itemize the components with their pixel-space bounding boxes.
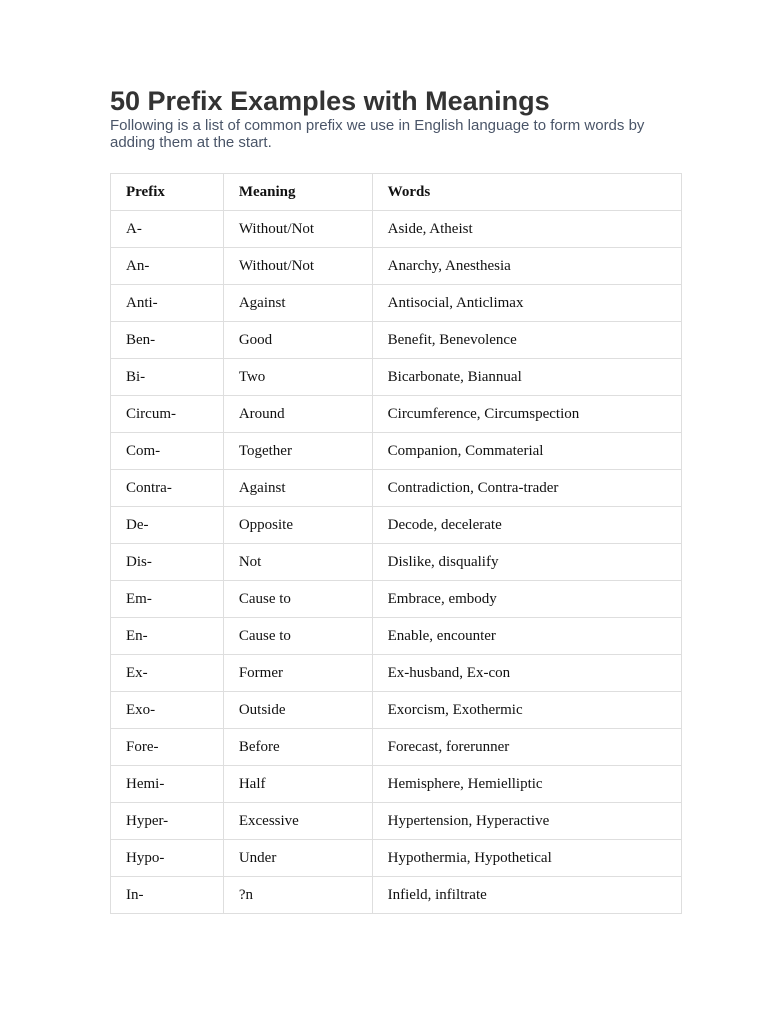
words-cell: Decode, decelerate: [372, 507, 681, 544]
meaning-cell: Opposite: [223, 507, 372, 544]
header-prefix: Prefix: [111, 174, 224, 211]
table-row: [111, 544, 682, 581]
table-row: [111, 803, 682, 840]
prefix-cell: Hyper-: [111, 803, 224, 840]
prefix-cell: Ex-: [111, 655, 224, 692]
table-row: [111, 285, 682, 322]
prefix-cell: Circum-: [111, 396, 224, 433]
meaning-cell: Half: [223, 766, 372, 803]
meaning-cell: Former: [223, 655, 372, 692]
words-cell: Circumference, Circumspection: [372, 396, 681, 433]
table-row: [111, 433, 682, 470]
meaning-cell: Good: [223, 322, 372, 359]
meaning-cell: Cause to: [223, 618, 372, 655]
words-cell: Antisocial, Anticlimax: [372, 285, 681, 322]
words-cell: Aside, Atheist: [372, 211, 681, 248]
prefix-cell: In-: [111, 877, 224, 914]
prefix-cell: Bi-: [111, 359, 224, 396]
page-title: 50 Prefix Examples with Meanings: [110, 86, 550, 116]
meaning-cell: Without/Not: [223, 211, 372, 248]
prefix-table: [110, 173, 682, 914]
table-body: [111, 211, 682, 914]
prefix-cell: Hemi-: [111, 766, 224, 803]
meaning-cell: Excessive: [223, 803, 372, 840]
words-cell: Bicarbonate, Biannual: [372, 359, 681, 396]
prefix-cell: Com-: [111, 433, 224, 470]
words-cell: Forecast, forerunner: [372, 729, 681, 766]
words-cell: Embrace, embody: [372, 581, 681, 618]
meaning-cell: Under: [223, 840, 372, 877]
prefix-cell: Exo-: [111, 692, 224, 729]
words-cell: Enable, encounter: [372, 618, 681, 655]
table-row: [111, 359, 682, 396]
table-row: [111, 729, 682, 766]
prefix-cell: En-: [111, 618, 224, 655]
prefix-cell: An-: [111, 248, 224, 285]
table-row: [111, 211, 682, 248]
words-cell: Companion, Commaterial: [372, 433, 681, 470]
meaning-cell: Against: [223, 470, 372, 507]
prefix-cell: Dis-: [111, 544, 224, 581]
words-cell: Infield, infiltrate: [372, 877, 681, 914]
table-row: [111, 507, 682, 544]
meaning-cell: Outside: [223, 692, 372, 729]
header-words: Words: [372, 174, 681, 211]
table-row: [111, 692, 682, 729]
table-header-row: [111, 174, 682, 211]
meaning-cell: Not: [223, 544, 372, 581]
table-row: [111, 840, 682, 877]
meaning-cell: Before: [223, 729, 372, 766]
prefix-cell: De-: [111, 507, 224, 544]
words-cell: Hypertension, Hyperactive: [372, 803, 681, 840]
table-row: [111, 655, 682, 692]
prefix-cell: Em-: [111, 581, 224, 618]
prefix-cell: Ben-: [111, 322, 224, 359]
table-row: [111, 581, 682, 618]
table-row: [111, 470, 682, 507]
table-row: [111, 322, 682, 359]
table-row: [111, 618, 682, 655]
meaning-cell: ?n: [223, 877, 372, 914]
prefix-cell: A-: [111, 211, 224, 248]
prefix-cell: Hypo-: [111, 840, 224, 877]
words-cell: Hypothermia, Hypothetical: [372, 840, 681, 877]
document-header: [110, 86, 682, 151]
words-cell: Anarchy, Anesthesia: [372, 248, 681, 285]
words-cell: Contradiction, Contra-trader: [372, 470, 681, 507]
meaning-cell: Around: [223, 396, 372, 433]
meaning-cell: Two: [223, 359, 372, 396]
words-cell: Exorcism, Exothermic: [372, 692, 681, 729]
prefix-cell: Contra-: [111, 470, 224, 507]
words-cell: Benefit, Benevolence: [372, 322, 681, 359]
meaning-cell: Cause to: [223, 581, 372, 618]
table-row: [111, 248, 682, 285]
meaning-cell: Against: [223, 285, 372, 322]
prefix-cell: Fore-: [111, 729, 224, 766]
words-cell: Hemisphere, Hemielliptic: [372, 766, 681, 803]
words-cell: Ex-husband, Ex-con: [372, 655, 681, 692]
prefix-cell: Anti-: [111, 285, 224, 322]
meaning-cell: Together: [223, 433, 372, 470]
header-meaning: Meaning: [223, 174, 372, 211]
table-row: [111, 766, 682, 803]
table-row: [111, 396, 682, 433]
meaning-cell: Without/Not: [223, 248, 372, 285]
page-subtitle: Following is a list of common prefix we use in English language to form words by adding them at the start.: [110, 117, 645, 151]
words-cell: Dislike, disqualify: [372, 544, 681, 581]
table-row: [111, 877, 682, 914]
